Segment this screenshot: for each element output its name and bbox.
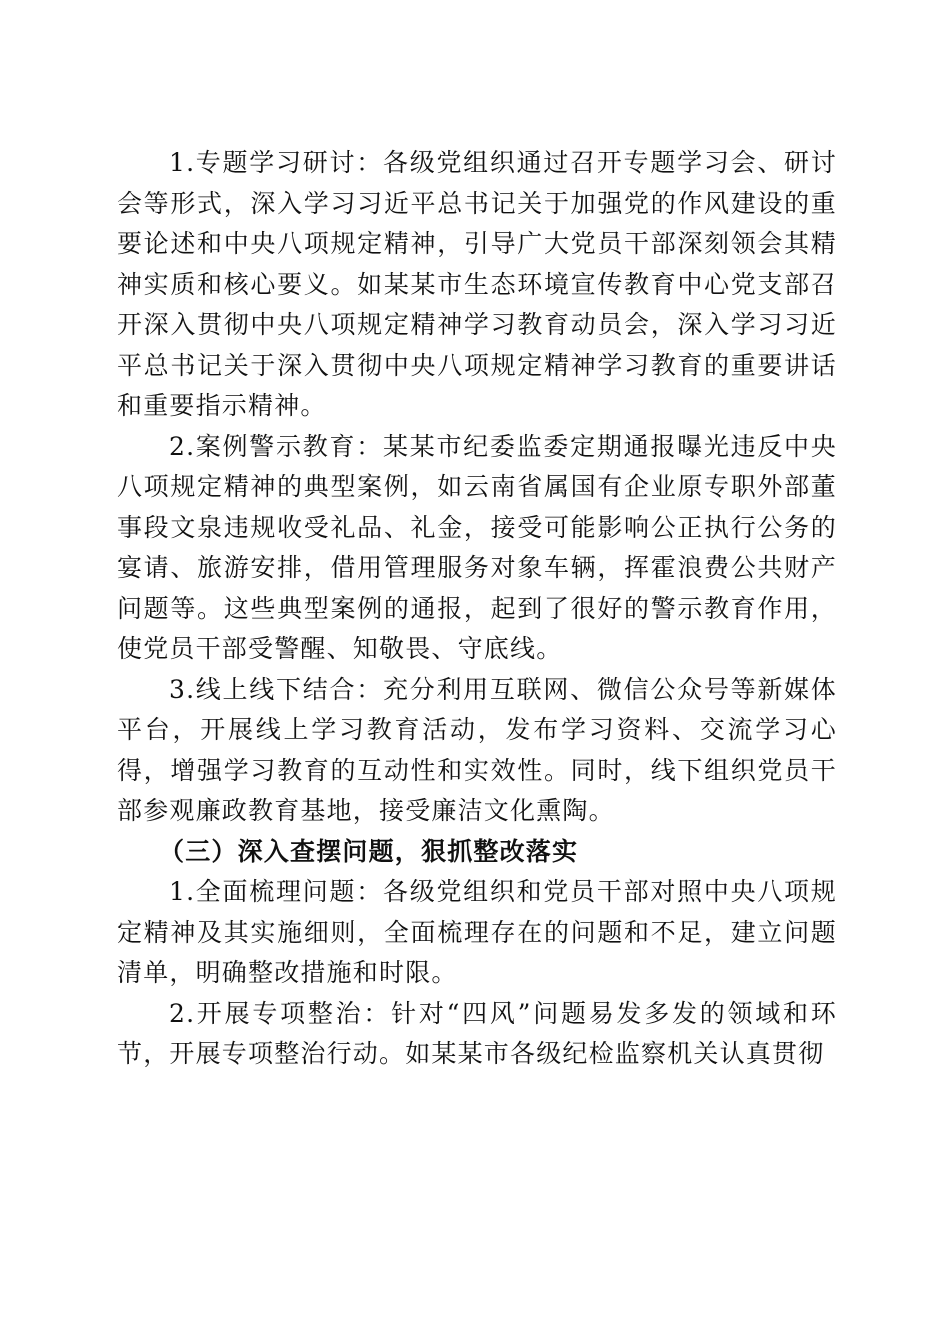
- section-heading: （三）深入查摆问题，狠抓整改落实: [159, 836, 579, 866]
- paragraph-special-rectification: 2.开展专项整治：针对“四风”问题易发多发的领域和环节，开展专项整治行动。如某某市各级纪检监察机关认真贯彻: [117, 998, 837, 1068]
- paragraph-review-problems: 1.全面梳理问题：各级党组织和党员干部对照中央八项规定精神及其实施细则，全面梳理存在的问题和不足，建立问题清单，明确整改措施和时限。: [117, 877, 837, 987]
- paragraph-special-study: 1.专题学习研讨：各级党组织通过召开专题学习会、研讨会等形式，深入学习习近平总书记关于加强党的作风建设的重要论述和中央八项规定精神，引导广大党员干部深刻领会其精神实质和核心要义。如某某市生态环境宣传教育中心党支部召开深入贯彻中央八项规定精神学习教育动员会，深入学习习近平总书记关于深入贯彻中央八项规定精神学习教育的重要讲话和重要指示精神。: [117, 148, 837, 420]
- paragraph-case-warning: 2.案例警示教育：某某市纪委监委定期通报曝光违反中央八项规定精神的典型案例，如云南省属国有企业原专职外部董事段文泉违规收受礼品、礼金，接受可能影响公正执行公务的宴请、旅游安排，借用管理服务对象车辆，挥霍浪费公共财产问题等。这些典型案例的通报，起到了很好的警示教育作用，使党员干部受警醒、知敬畏、守底线。: [117, 431, 837, 663]
- document-body: [117, 143, 837, 1075]
- paragraph-online-offline: 3.线上线下结合：充分利用互联网、微信公众号等新媒体平台，开展线上学习教育活动，发布学习资料、交流学习心得，增强学习教育的互动性和实效性。同时，线下组织党员干部参观廉政教育基地，接受廉洁文化熏陶。: [117, 674, 837, 825]
